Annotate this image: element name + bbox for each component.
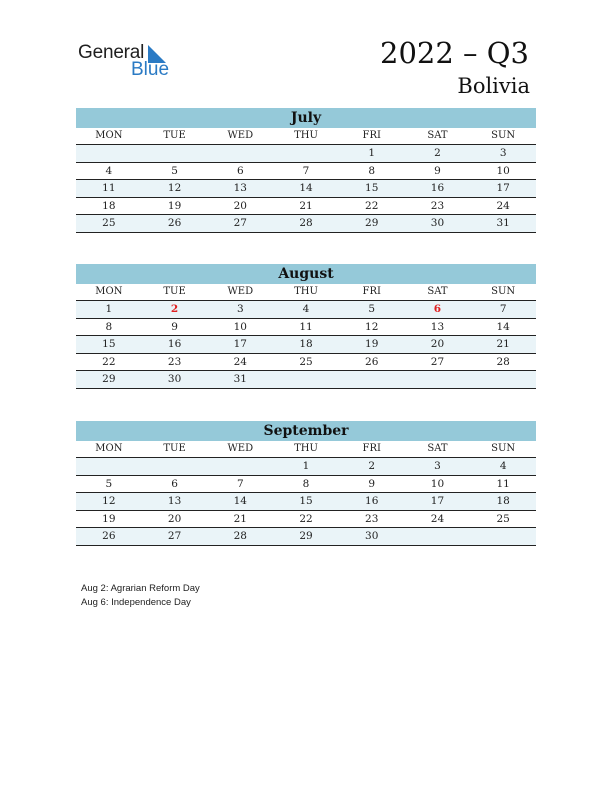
day-cell: 6: [236, 164, 244, 177]
day-cell: 5: [171, 164, 178, 177]
month-title: September: [76, 421, 536, 441]
day-cell: 26: [365, 355, 379, 368]
day-cell: 17: [233, 338, 247, 350]
day-cell: 20: [233, 199, 247, 212]
day-cell: 20: [167, 512, 182, 525]
day-cell: 31: [496, 217, 510, 229]
day-cell: 3: [434, 460, 441, 472]
day-cell: 10: [496, 164, 510, 177]
month-august: [76, 264, 536, 389]
day-cell: 5: [368, 303, 376, 315]
week-row: [76, 145, 536, 163]
weekday-header-row: [76, 128, 536, 145]
day-cell: 8: [302, 477, 310, 490]
week-row: [76, 215, 536, 233]
weekday-label: TUE: [163, 286, 186, 297]
day-cell: 18: [102, 199, 116, 212]
day-cell: 2: [368, 460, 376, 472]
day-cell: 15: [365, 182, 379, 194]
week-row: [76, 180, 536, 198]
day-cell: 15: [102, 338, 116, 350]
day-cell: 4: [302, 303, 310, 315]
week-row: [76, 336, 536, 354]
day-cell: 31: [233, 373, 247, 385]
day-cell: 12: [365, 320, 379, 333]
day-cell: 6: [433, 303, 442, 315]
week-row: [76, 301, 536, 319]
day-cell: 30: [167, 373, 182, 385]
day-cell: 9: [434, 164, 441, 177]
empty-day-cell: [76, 145, 142, 162]
weekday-label: FRI: [362, 286, 381, 297]
week-row: [76, 354, 536, 372]
day-cell: 23: [430, 199, 445, 212]
empty-day-cell: [207, 145, 273, 162]
day-cell: 11: [299, 320, 313, 333]
day-cell: 19: [102, 512, 116, 525]
weekday-label: FRI: [362, 130, 381, 141]
day-cell: 4: [499, 460, 507, 472]
day-cell: 16: [430, 182, 445, 194]
holiday-note: Aug 6: Independence Day: [81, 597, 191, 608]
weekday-label: MON: [95, 443, 123, 454]
day-cell: 16: [365, 495, 379, 507]
weekday-label: TUE: [163, 443, 186, 454]
day-cell: 29: [102, 373, 116, 385]
day-cell: 13: [167, 495, 182, 507]
day-cell: 14: [299, 182, 313, 194]
day-cell: 29: [299, 530, 313, 542]
week-row: [76, 198, 536, 216]
day-cell: 16: [167, 338, 182, 350]
day-cell: 3: [236, 303, 244, 315]
day-cell: 30: [365, 530, 379, 542]
day-cell: 28: [496, 355, 510, 368]
logo: [78, 40, 178, 80]
weekday-label: SUN: [491, 130, 516, 141]
day-cell: 26: [167, 217, 182, 229]
day-cell: 27: [167, 530, 182, 542]
day-cell: 28: [299, 217, 313, 229]
weekday-label: THU: [294, 286, 318, 297]
day-cell: 19: [167, 199, 182, 212]
day-cell: 8: [105, 320, 113, 333]
day-cell: 24: [233, 355, 247, 368]
month-title: August: [76, 264, 536, 284]
day-cell: 9: [171, 320, 178, 333]
weekday-label: WED: [227, 443, 254, 454]
day-cell: 22: [299, 512, 313, 525]
weekday-label: TUE: [163, 130, 186, 141]
day-cell: 27: [430, 355, 445, 368]
page-title: 2022 – Q3: [380, 36, 529, 70]
week-row: [76, 371, 536, 389]
weekday-label: SUN: [491, 286, 516, 297]
week-row: [76, 163, 536, 181]
empty-day-cell: [405, 371, 471, 388]
day-cell: 19: [365, 338, 379, 350]
day-cell: 14: [496, 320, 510, 333]
week-row: [76, 493, 536, 511]
day-cell: 12: [102, 495, 116, 507]
weekday-label: SAT: [427, 443, 448, 454]
day-cell: 26: [102, 530, 116, 542]
weekday-label: THU: [294, 443, 318, 454]
empty-day-cell: [76, 458, 142, 475]
empty-day-cell: [273, 145, 339, 162]
empty-day-cell: [339, 371, 405, 388]
weekday-label: SAT: [427, 286, 448, 297]
month-title: July: [76, 108, 536, 128]
weekday-label: SUN: [491, 443, 516, 454]
weekday-label: WED: [227, 286, 254, 297]
weekday-label: THU: [294, 130, 318, 141]
day-cell: 13: [430, 320, 445, 333]
empty-day-cell: [405, 528, 471, 545]
day-cell: 5: [105, 477, 113, 490]
day-cell: 22: [365, 199, 379, 212]
day-cell: 25: [299, 355, 313, 368]
empty-day-cell: [273, 371, 339, 388]
day-cell: 1: [368, 147, 376, 159]
weekday-header-row: [76, 284, 536, 301]
empty-day-cell: [470, 371, 536, 388]
day-cell: 13: [233, 182, 247, 194]
day-cell: 18: [496, 495, 510, 507]
day-cell: 11: [102, 182, 116, 194]
empty-day-cell: [142, 145, 208, 162]
day-cell: 7: [302, 164, 310, 177]
day-cell: 25: [102, 217, 116, 229]
day-cell: 4: [105, 164, 113, 177]
day-cell: 10: [233, 320, 247, 333]
logo-blue-text: Blue: [131, 59, 170, 80]
day-cell: 8: [368, 164, 376, 177]
month-july: [76, 108, 536, 233]
day-cell: 21: [233, 512, 247, 525]
month-september: [76, 421, 536, 546]
weekday-label: WED: [227, 130, 254, 141]
weekday-label: MON: [95, 286, 123, 297]
day-cell: 30: [430, 217, 445, 229]
empty-day-cell: [142, 458, 208, 475]
day-cell: 24: [430, 512, 445, 525]
day-cell: 2: [434, 147, 441, 159]
empty-day-cell: [207, 458, 273, 475]
week-row: [76, 319, 536, 337]
week-row: [76, 458, 536, 476]
day-cell: 1: [302, 460, 310, 472]
weekday-label: SAT: [427, 130, 448, 141]
day-cell: 3: [499, 147, 507, 159]
day-cell: 7: [499, 303, 507, 315]
day-cell: 2: [170, 303, 179, 315]
day-cell: 28: [233, 530, 247, 542]
day-cell: 12: [167, 182, 182, 194]
day-cell: 18: [299, 338, 313, 350]
day-cell: 1: [105, 303, 113, 315]
week-row: [76, 476, 536, 494]
country-name: Bolivia: [457, 74, 530, 98]
day-cell: 23: [365, 512, 379, 525]
day-cell: 6: [171, 477, 178, 490]
day-cell: 10: [430, 477, 445, 490]
day-cell: 17: [496, 182, 510, 194]
day-cell: 15: [299, 495, 313, 507]
day-cell: 7: [236, 477, 244, 490]
day-cell: 27: [233, 217, 247, 229]
day-cell: 22: [102, 355, 116, 368]
day-cell: 17: [430, 495, 445, 507]
day-cell: 25: [496, 512, 510, 525]
day-cell: 23: [167, 355, 182, 368]
day-cell: 14: [233, 495, 247, 507]
day-cell: 11: [496, 477, 510, 490]
day-cell: 29: [365, 217, 379, 229]
empty-day-cell: [470, 528, 536, 545]
logo-general-text: General: [78, 42, 145, 63]
weekday-label: MON: [95, 130, 123, 141]
day-cell: 24: [496, 199, 510, 212]
week-row: [76, 511, 536, 529]
holiday-notes: [81, 582, 200, 610]
weekday-label: FRI: [362, 443, 381, 454]
day-cell: 21: [299, 199, 313, 212]
week-row: [76, 528, 536, 546]
day-cell: 21: [496, 338, 510, 350]
holiday-note: Aug 2: Agrarian Reform Day: [81, 583, 200, 594]
day-cell: 20: [430, 338, 445, 350]
day-cell: 9: [368, 477, 376, 490]
weekday-header-row: [76, 441, 536, 458]
